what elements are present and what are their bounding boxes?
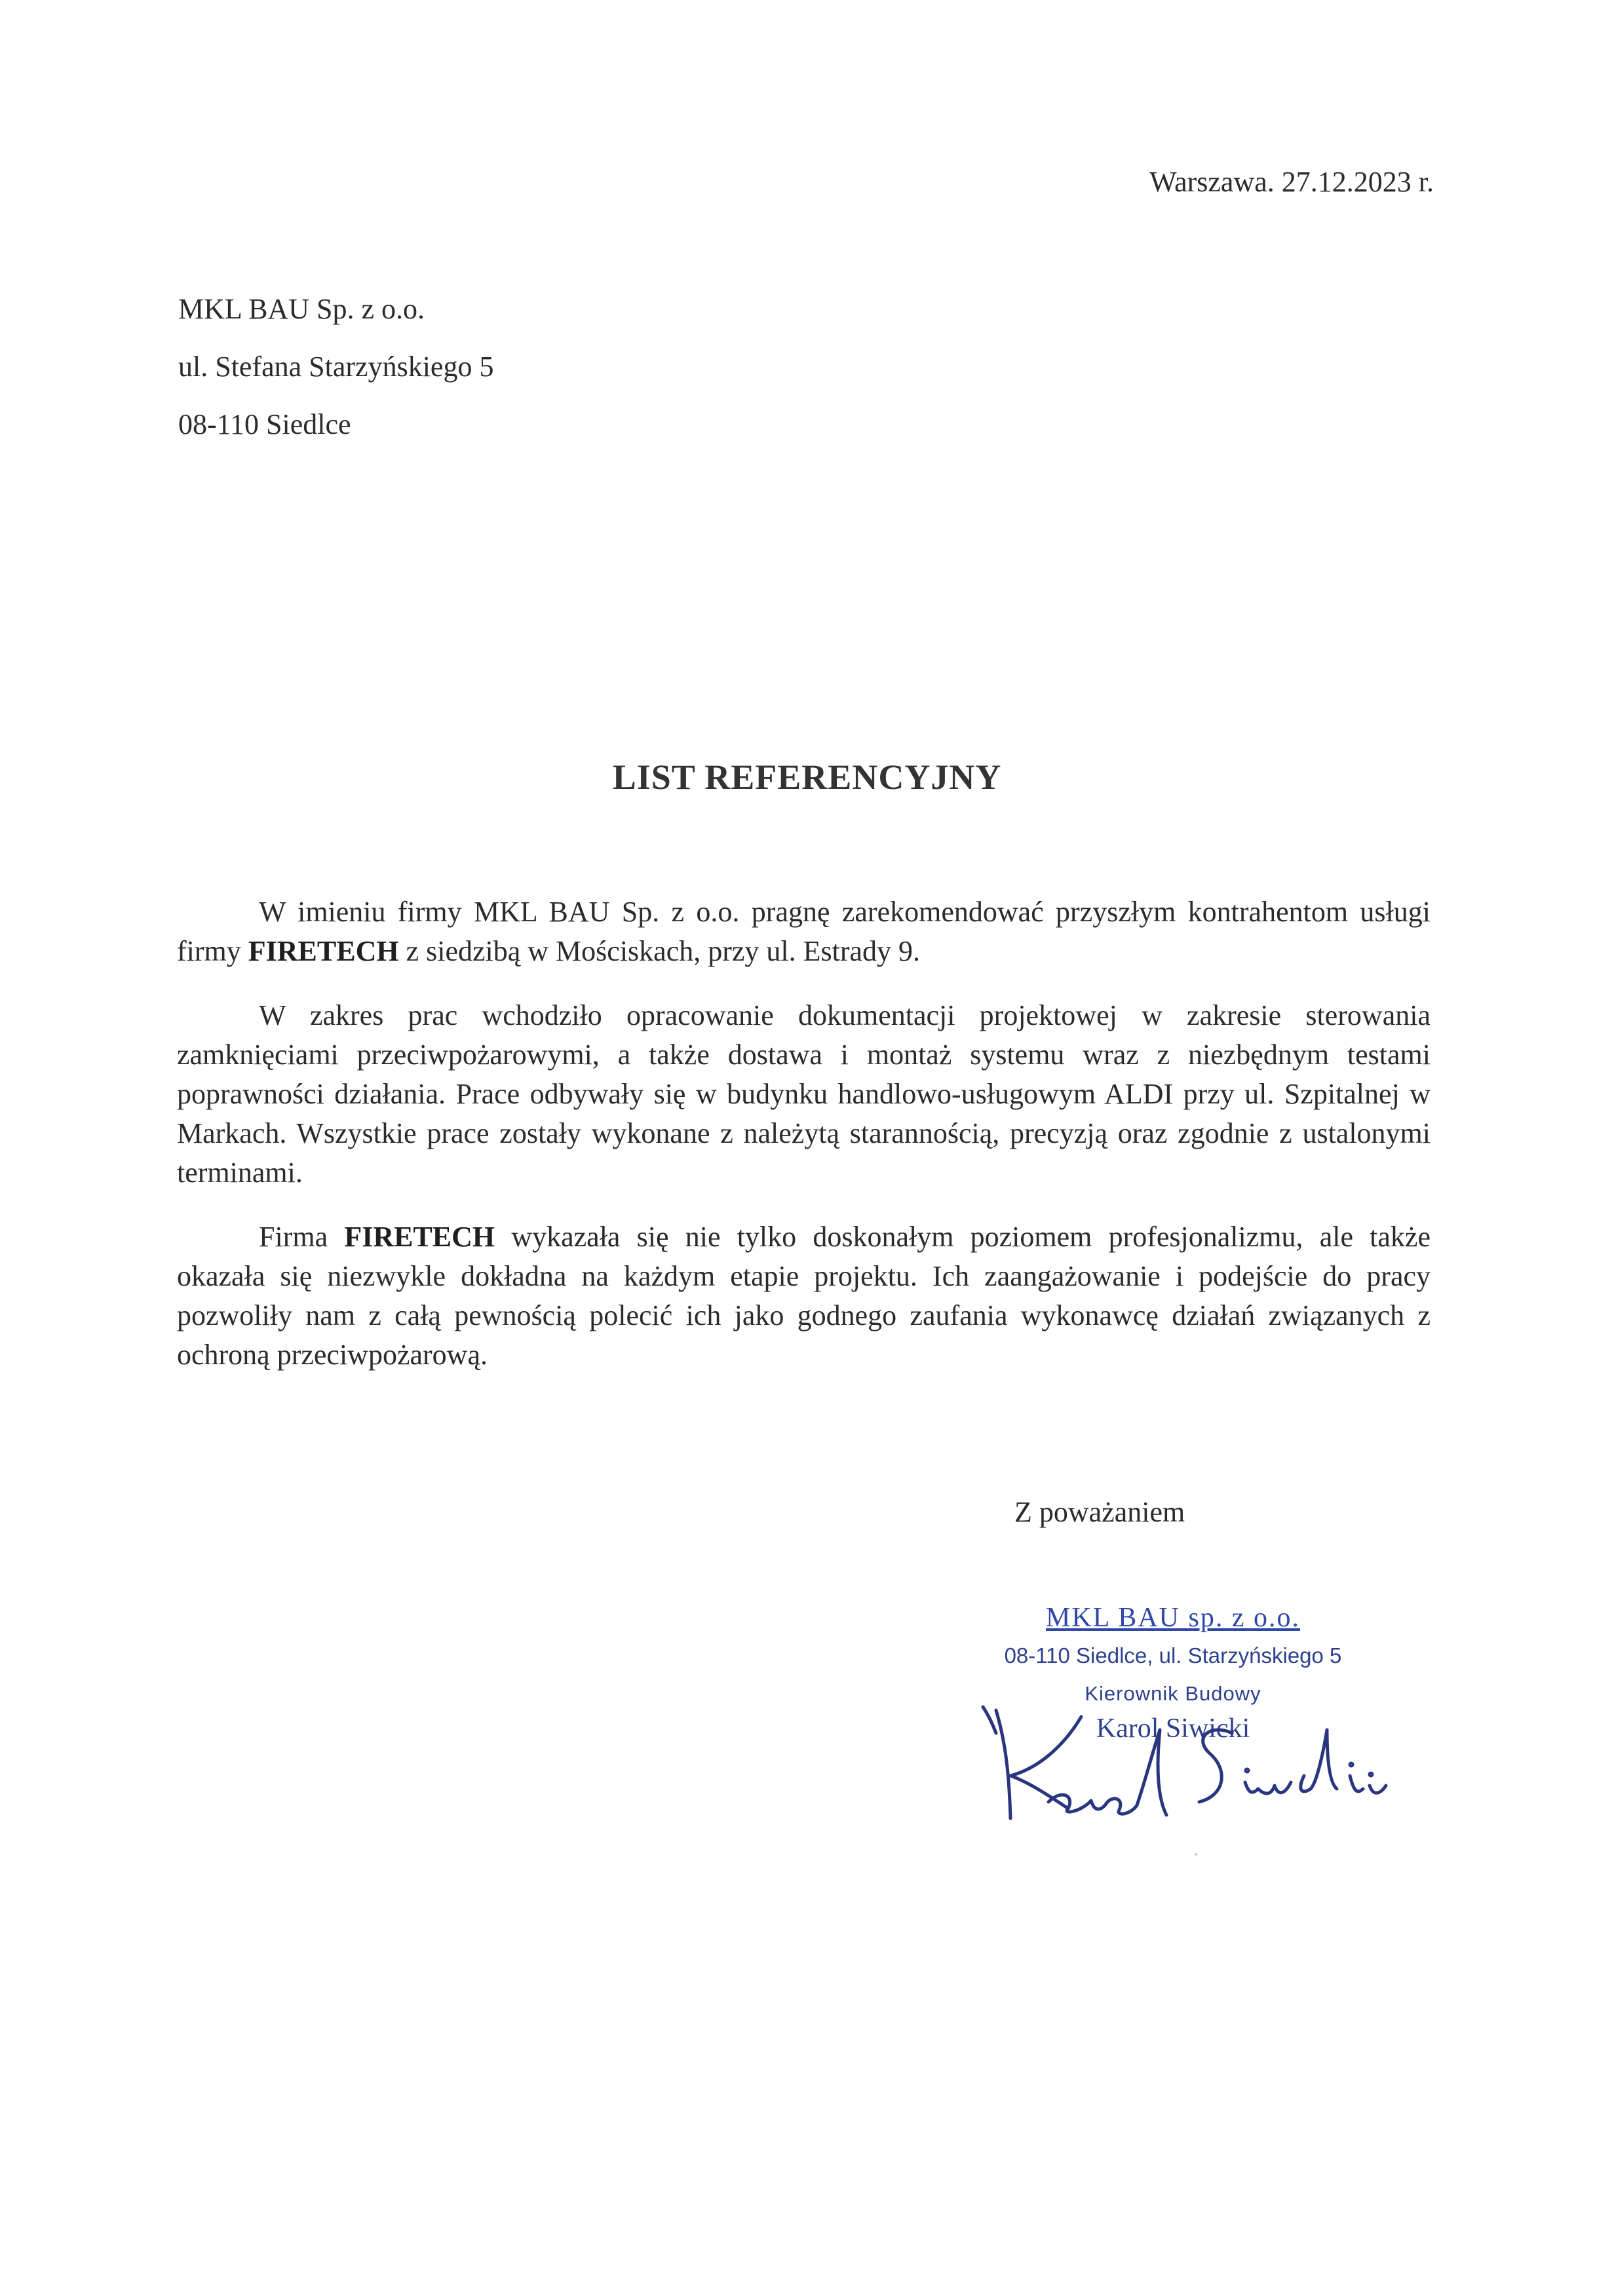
letter-body	[177, 892, 1431, 1400]
stamp-role: Kierownik Budowy	[1085, 1682, 1261, 1705]
paragraph-3-text: Firma	[259, 1221, 345, 1253]
paragraph-1-company: FIRETECH	[248, 935, 399, 967]
paragraph-1	[177, 892, 1431, 971]
paragraph-1-text-end: z siedzibą w Mościskach, przy ul. Estrady 9.	[398, 935, 921, 967]
handwritten-signature	[970, 1697, 1396, 1828]
recipient-company: MKL BAU Sp. z o.o.	[178, 293, 425, 325]
document-date: Warszawa. 27.12.2023 r.	[1149, 166, 1434, 198]
recipient-city: 08-110 Siedlce	[178, 408, 351, 440]
paragraph-3-company: FIRETECH	[344, 1221, 495, 1253]
stamp-name: Karol Siwicki	[1096, 1713, 1250, 1744]
scan-speck	[1195, 1853, 1197, 1856]
paragraph-1-text: W imieniu firmy MKL BAU Sp. z o.o. pragnę zarekomendować przyszłym kontrahentom usługi firmy	[177, 896, 1431, 967]
stamp-address: 08-110 Siedlce, ul. Starzyńskiego 5	[1004, 1643, 1342, 1668]
closing-salutation: Z poważaniem	[1014, 1496, 1185, 1528]
paragraph-3-text-end: wykazała się nie tylko doskonałym poziomem profesjonalizmu, ale także okazała się niezwykle dokładna na każdym etapie projektu. Ich zaangażowanie i podejście do pracy pozwoliły nam z całą pewnością polecić ich jako godnego zaufania wykonawcę działań związanych z ochroną przeciwpożarową.	[177, 1221, 1431, 1371]
document-title: LIST REFERENCYJNY	[612, 757, 1002, 797]
recipient-address	[178, 280, 493, 453]
recipient-street: ul. Stefana Starzyńskiego 5	[178, 351, 494, 383]
paragraph-3	[177, 1217, 1431, 1375]
paragraph-2: W zakres prac wchodziło opracowanie dokumentacji projektowej w zakresie sterowania zamknięciami przeciwpożarowymi, a także dostawa i montaż systemu wraz z niezbędnym testami poprawności działania. Prace odbywały się w budynku handlowo-usługowym ALDI przy ul. Szpitalnej w Markach. Wszystkie prace zostały wykonane z należytą starannością, precyzją oraz zgodnie z ustalonymi terminami.	[177, 999, 1431, 1189]
stamp-company: MKL BAU sp. z o.o.	[1046, 1603, 1300, 1633]
